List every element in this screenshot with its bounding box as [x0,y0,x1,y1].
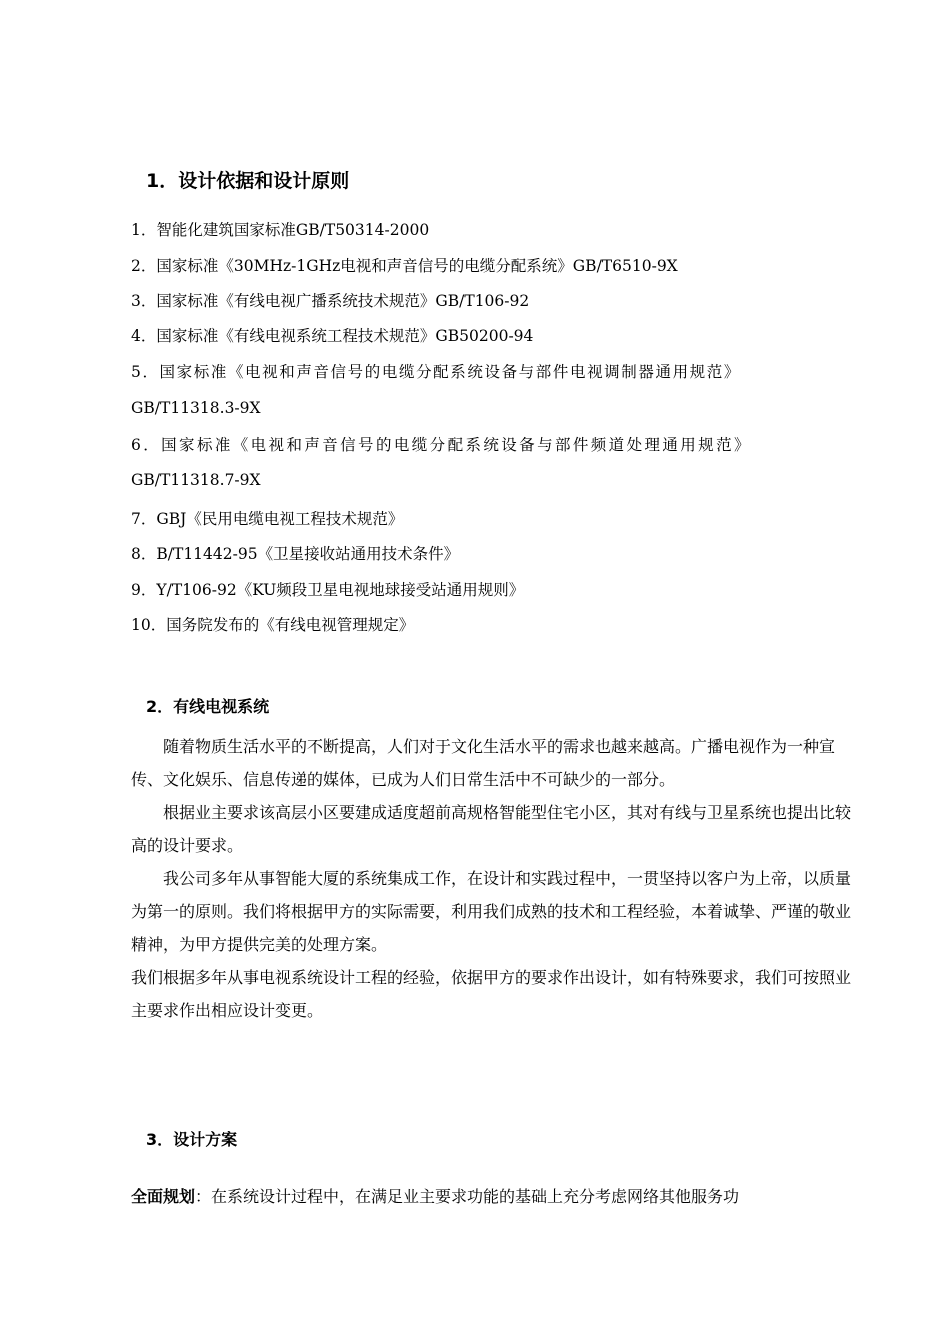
overall-planning-label: 全面规划 [131,1187,196,1206]
section3-body [131,1180,861,1213]
paragraph-requirement: 根据业主要求该高层小区要建成适度超前高规格智能型住宅小区，其对有线与卫星系统也提出比较高的设计要求。 [131,803,852,855]
paragraph-company: 我公司多年从事智能大厦的系统集成工作，在设计和实践过程中，一贯坚持以客户为上帝，以质量为第一的原则。我们将根据甲方的实际需要，利用我们成熟的技术和工程经验，本着诚挚、严谨的敬业精神，为甲方提供完美的处理方案。 [131,869,852,954]
section1-heading: 1．设计依据和设计原则 [146,170,350,192]
standard-item-6-code: GB/T11318.7-9X [131,471,261,489]
standard-item-5-code: GB/T11318.3-9X [131,399,261,417]
overall-planning-text: ：在系统设计过程中，在满足业主要求功能的基础上充分考虑网络其他服务功 [195,1187,740,1206]
section2-heading: 2．有线电视系统 [146,697,270,716]
standard-item-8: 8．B/T11442-95《卫星接收站通用技术条件》 [131,545,460,563]
standard-item-10: 10．国务院发布的《有线电视管理规定》 [131,616,415,634]
standard-item-9: 9．Y/T106-92《KU频段卫星电视地球接受站通用规则》 [131,581,525,599]
standard-item-6: 6．国家标准《电视和声音信号的电缆分配系统设备与部件频道处理通用规范》 [131,436,752,454]
standard-item-4: 4．国家标准《有线电视系统工程技术规范》GB50200-94 [131,327,534,345]
standard-item-5: 5．国家标准《电视和声音信号的电缆分配系统设备与部件电视调制器通用规范》 [131,363,741,381]
standard-item-7: 7．GBJ《民用电缆电视工程技术规范》 [131,510,404,528]
section3-heading: 3．设计方案 [146,1130,238,1149]
standard-item-1: 1．智能化建筑国家标准GB/T50314-2000 [131,221,430,239]
standard-item-2: 2．国家标准《30MHz-1GHz电视和声音信号的电缆分配系统》GB/T6510-9X [131,257,678,275]
paragraph-experience: 我们根据多年从事电视系统设计工程的经验，依据甲方的要求作出设计，如有特殊要求，我们可按照业主要求作出相应设计变更。 [131,968,852,1020]
standard-item-3: 3．国家标准《有线电视广播系统技术规范》GB/T106-92 [131,292,530,310]
section2-body [131,730,861,1027]
paragraph-media: 随着物质生活水平的不断提高，人们对于文化生活水平的需求也越来越高。广播电视作为一种宣传、文化娱乐、信息传递的媒体，已成为人们日常生活中不可缺少的一部分。 [131,737,836,789]
